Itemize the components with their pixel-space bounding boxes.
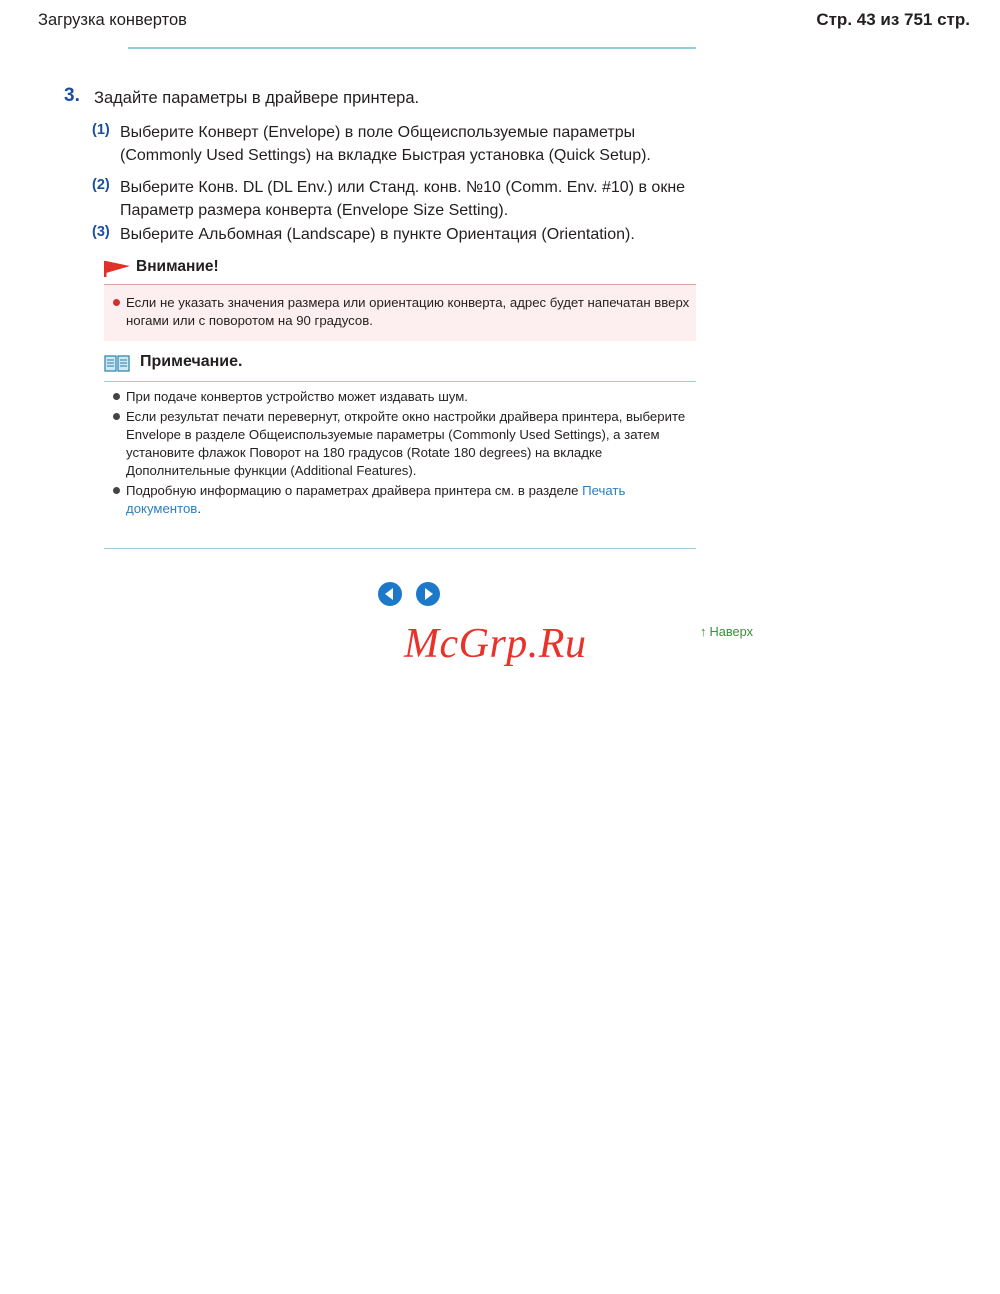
note-divider-bottom	[104, 548, 696, 549]
print-documents-link[interactable]: Печать документов	[126, 483, 626, 516]
note-divider-top	[104, 381, 696, 382]
back-to-top-label: Наверх	[709, 624, 754, 639]
note-item-3-text: Подробную информацию о параметрах драйвера принтера см. в разделе	[126, 483, 583, 498]
open-book-icon	[104, 354, 130, 374]
step-number: 3.	[64, 85, 80, 106]
watermark: McGrp.Ru	[404, 621, 587, 667]
note-item-3	[104, 482, 696, 518]
note-callout	[104, 352, 696, 516]
document-title: Загрузка конвертов	[38, 11, 187, 29]
substep-1-text: Выберите Конверт (Envelope) в поле Общеиспользуемые параметры (Commonly Used Settings) на вкладке Быстрая установка (Quick Setup).	[120, 124, 651, 164]
substep-3-text: Выберите Альбомная (Landscape) в пункте Ориентация (Orientation).	[120, 226, 635, 243]
bullet-icon	[113, 299, 120, 306]
previous-page-arrow-icon[interactable]	[376, 580, 404, 608]
header-divider	[128, 47, 696, 49]
note-item-3-suffix: .	[197, 501, 201, 516]
warning-item	[104, 294, 696, 330]
arrow-up-icon: ↑	[700, 624, 707, 639]
page-header	[0, 8, 1000, 38]
substep-2-text: Выберите Конв. DL (DL Env.) или Станд. конв. №10 (Comm. Env. #10) в окне Параметр размера конверта (Envelope Size Setting).	[120, 179, 686, 219]
warning-content	[104, 285, 696, 341]
warning-header	[104, 258, 696, 284]
bullet-icon	[113, 487, 120, 494]
page-navigation	[376, 580, 456, 610]
note-header	[104, 352, 696, 384]
warning-title: Внимание!	[136, 258, 219, 275]
warning-callout	[104, 258, 696, 328]
red-flag-icon	[104, 260, 132, 278]
note-item-2	[104, 408, 696, 480]
bullet-icon	[113, 413, 120, 420]
note-item-2-text: Если результат печати перевернут, откройте окно настройки драйвера принтера, выберите Envelope в разделе Общеиспользуемые параметры (Commonly Used Settings), а затем установите флажок Поворот на 180 градусов (Rotate 180 degrees) на вкладке Дополнительные функции (Additional Features).	[126, 409, 686, 478]
next-page-arrow-icon[interactable]	[414, 580, 442, 608]
warning-item-text: Если не указать значения размера или ориентацию конверта, адрес будет напечатан вверх ногами или с поворотом на 90 градусов.	[126, 295, 690, 328]
page-indicator: Стр. 43 из 751 стр.	[816, 10, 970, 29]
note-item-1-text: При подаче конвертов устройство может издавать шум.	[126, 389, 468, 404]
note-title: Примечание.	[140, 353, 243, 370]
note-item-1	[104, 388, 696, 406]
bullet-icon	[113, 393, 120, 400]
substep-1-number: (1)	[92, 122, 110, 138]
note-content	[104, 388, 696, 520]
substep-3-number: (3)	[92, 224, 110, 240]
substep-2-number: (2)	[92, 177, 110, 193]
back-to-top-link[interactable]	[700, 624, 753, 639]
step-text: Задайте параметры в драйвере принтера.	[94, 89, 420, 107]
